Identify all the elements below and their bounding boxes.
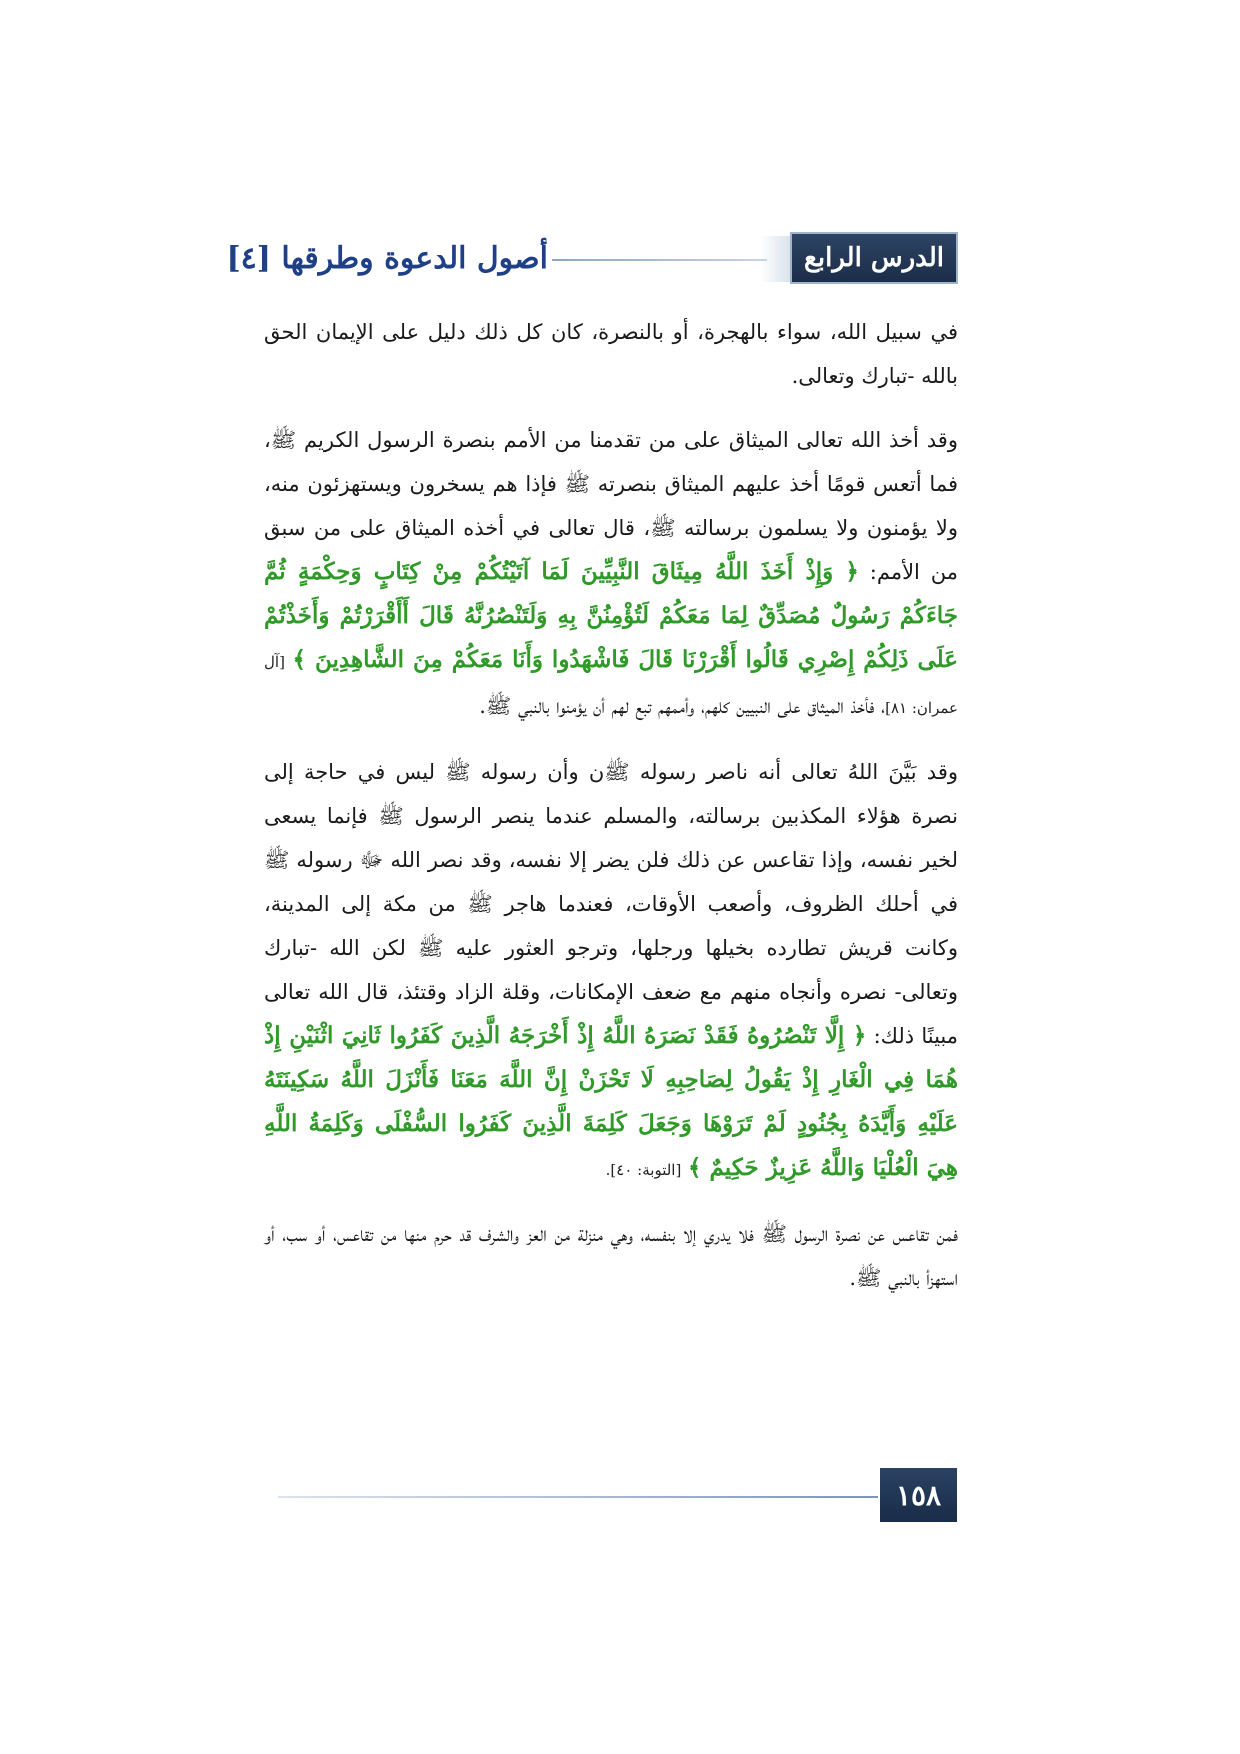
- paragraph-2-end: ، فأخذ الميثاق على النبيين كلهم، وأممهم تبع لهم أن يؤمنوا بالنبي ﷺ.: [479, 694, 886, 718]
- page-body: [264, 310, 958, 1320]
- paragraph-3: [264, 750, 958, 1192]
- paragraph-2: [264, 418, 958, 730]
- page-number: ١٥٨: [880, 1468, 957, 1522]
- footer-rule: [278, 1496, 878, 1498]
- verse-reference-al-imran: [آل عمران: ٨١]: [264, 653, 958, 717]
- quran-verse-al-imran: ﴿ وَإِذْ أَخَذَ اللَّهُ مِيثَاقَ النَّبِيِّينَ لَمَا آتَيْتُكُمْ مِنْ كِتَابٍ وَحِكْمَةٍ ثُمَّ جَاءَكُمْ رَسُولٌ مُصَدِّقٌ لِمَا مَعَكُمْ لَتُؤْمِنُنَّ بِهِ وَلَتَنْصُرُنَّهُ قَالَ أَأَقْرَرْتُمْ وَأَخَذْتُمْ عَلَى ذَلِكُمْ إِصْرِي قَالُوا أَقْرَرْنَا قَالَ فَاشْهَدُوا وَأَنَا مَعَكُمْ مِنَ الشَّاهِدِينَ ﴾: [264, 558, 958, 673]
- paragraph-4: فمن تقاعس عن نصرة الرسول ﷺ فلا يدري إلا بنفسه، وهي منزلة من العز والشرف قد حرم منها من تقاعس، أو سب، أو استهزأ بالنبي ﷺ.: [264, 1222, 959, 1290]
- verse-reference-at-tawbah: [التوبة: ٤٠].: [605, 1161, 682, 1179]
- book-title: أصول الدعوة وطرقها [٤]: [226, 240, 548, 276]
- lesson-label: الدرس الرابع: [790, 232, 958, 284]
- paragraph-3-intro: وقد بَيَّنَ اللهُ تعالى أنه ناصر رسوله ﷺن وأن رسوله ﷺ ليس في حاجة إلى نصرة هؤلاء المكذبين برسالته، والمسلم عندما ينصر الرسول ﷺ فإنما يسعى لخير نفسه، وإذا تقاعس عن ذلك فلن يضر إلا نفسه، وقد نصر الله ﷻ رسوله ﷺ في أحلك الظروف، وأصعب الأوقات، فعندما هاجر ﷺ من مكة إلى المدينة، وكانت قريش تطارده بخيلها ورجلها، وترجو العثور عليه ﷺ لكن الله -تبارك وتعالى- نصره وأنجاه منهم مع ضعف الإمكانات، وقلة الزاد وقتئذ، قال الله تعالى مبينًا ذلك:: [264, 760, 958, 1048]
- page-header: [0, 232, 1240, 290]
- paragraph-1: في سبيل الله، سواء بالهجرة، أو بالنصرة، كان كل ذلك دليل على الإيمان الحق بالله -تبارك وتعالى.: [264, 320, 958, 388]
- quran-verse-at-tawbah: ﴿ إِلَّا تَنْصُرُوهُ فَقَدْ نَصَرَهُ اللَّهُ إِذْ أَخْرَجَهُ الَّذِينَ كَفَرُوا ثَانِيَ اثْنَيْنِ إِذْ هُمَا فِي الْغَارِ إِذْ يَقُولُ لِصَاحِبِهِ لَا تَحْزَنْ إِنَّ اللَّهَ مَعَنَا فَأَنْزَلَ اللَّهُ سَكِينَتَهُ عَلَيْهِ وَأَيَّدَهُ بِجُنُودٍ لَمْ تَرَوْهَا وَجَعَلَ كَلِمَةَ الَّذِينَ كَفَرُوا السُّفْلَى وَكَلِمَةُ اللَّهِ هِيَ الْعُلْيَا وَاللَّهُ عَزِيزٌ حَكِيمٌ ﴾: [264, 1022, 958, 1181]
- header-rule: [552, 259, 767, 261]
- paragraph-2-intro: وقد أخذ الله تعالى الميثاق على من تقدمنا من الأمم بنصرة الرسول الكريم ﷺ، فما أتعس قومًا أخذ عليهم الميثاق بنصرته ﷺ فإذا هم يسخرون ويستهزئون منه، ولا يؤمنون ولا يسلمون برسالته ﷺ، قال تعالى في أخذه الميثاق على من سبق من الأمم:: [264, 428, 958, 584]
